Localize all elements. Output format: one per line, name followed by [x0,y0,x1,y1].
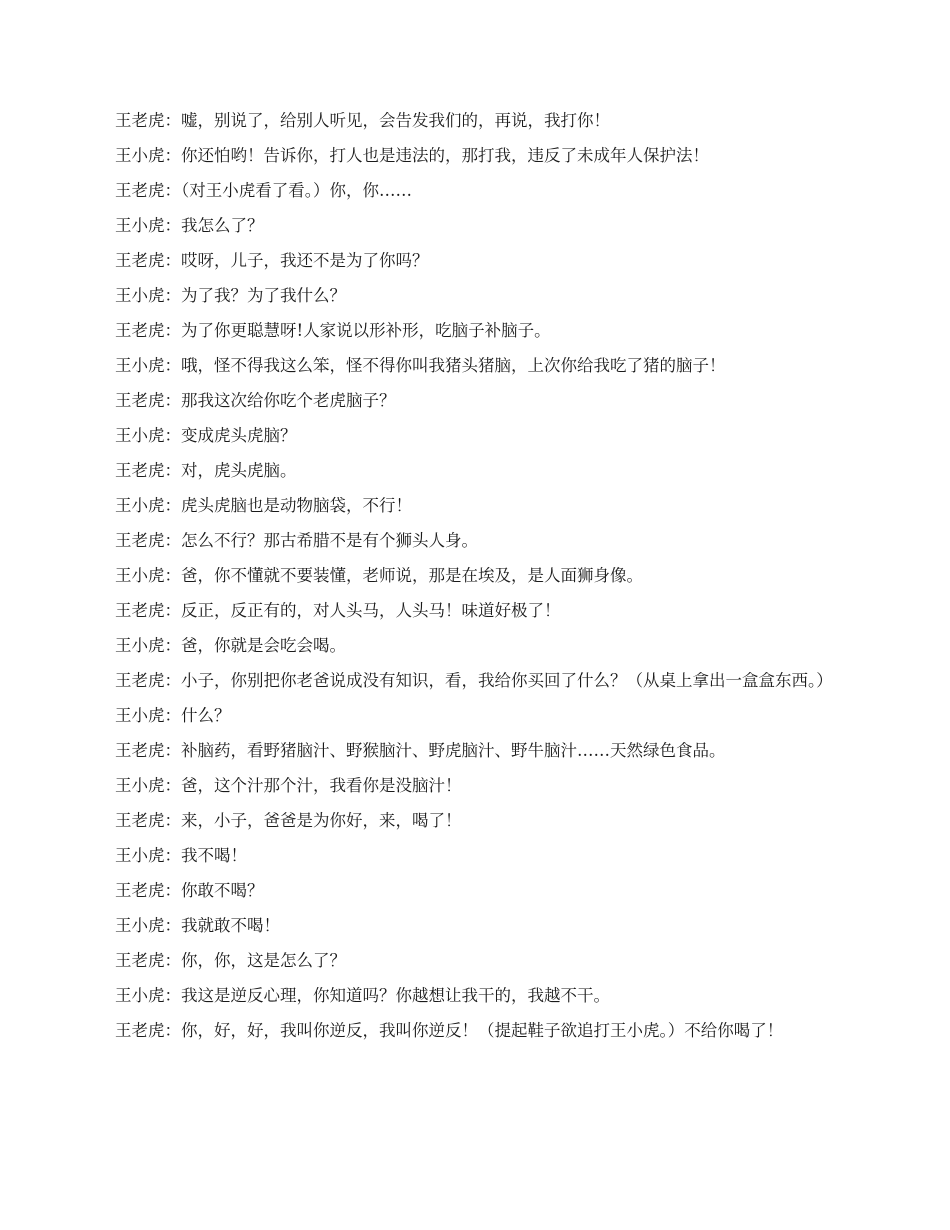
line-text: 你，好，好，我叫你逆反，我叫你逆反！（提起鞋子欲追打王小虎。）不给你喝了！ [181,1021,784,1040]
dialogue-line [115,215,843,236]
speaker-name: 王小虎： [115,146,181,165]
dialogue-line [115,740,843,761]
line-text: 嘘，别说了，给别人听见，会告发我们的，再说，我打你！ [181,111,610,130]
speaker-name: 王老虎： [115,811,181,830]
speaker-name: 王老虎： [115,1021,181,1040]
speaker-name: 王小虎： [115,496,181,515]
speaker-name: 王小虎： [115,636,181,655]
dialogue-line [115,320,843,341]
dialogue-line [115,355,843,376]
line-text: （对王小虎看了看。）你，你…… [181,181,412,200]
dialogue-line [115,670,843,691]
dialogue-line [115,285,843,306]
line-text: 我就敢不喝！ [181,916,280,935]
dialogue-line [115,565,843,586]
line-text: 我不喝！ [181,846,247,865]
line-text: 为了你更聪慧呀!人家说以形补形，吃脑子补脑子。 [181,321,551,340]
line-text: 补脑药，看野猪脑汁、野猴脑汁、野虎脑汁、野牛脑汁……天然绿色食品。 [181,741,726,760]
line-text: 我怎么了？ [181,216,264,235]
speaker-name: 王老虎： [115,181,181,200]
line-text: 怎么不行？那古希腊不是有个狮头人身。 [181,531,478,550]
speaker-name: 王小虎： [115,216,181,235]
speaker-name: 王小虎： [115,846,181,865]
speaker-name: 王小虎： [115,566,181,585]
line-text: 哎呀，儿子，我还不是为了你吗？ [181,251,429,270]
speaker-name: 王小虎： [115,286,181,305]
dialogue-line [115,495,843,516]
dialogue-line [115,775,843,796]
line-text: 爸，你不懂就不要装懂，老师说，那是在埃及，是人面狮身像。 [181,566,643,585]
speaker-name: 王老虎： [115,881,181,900]
dialogue-line [115,1020,843,1041]
speaker-name: 王老虎： [115,951,181,970]
speaker-name: 王老虎： [115,251,181,270]
line-text: 为了我？为了我什么？ [181,286,346,305]
line-text: 爸，你就是会吃会喝。 [181,636,346,655]
dialogue-line [115,810,843,831]
line-text: 你还怕哟！告诉你，打人也是违法的，那打我，违反了未成年人保护法！ [181,146,709,165]
line-text: 变成虎头虎脑？ [181,426,297,445]
line-text: 我这是逆反心理，你知道吗？你越想让我干的，我越不干。 [181,986,610,1005]
line-text: 你，你，这是怎么了？ [181,951,346,970]
dialogue-line [115,180,843,201]
dialogue-line [115,145,843,166]
line-text: 反正，反正有的，对人头马，人头马！味道好极了！ [181,601,561,620]
speaker-name: 王老虎： [115,461,181,480]
speaker-name: 王小虎： [115,986,181,1005]
speaker-name: 王老虎： [115,741,181,760]
line-text: 那我这次给你吃个老虎脑子？ [181,391,396,410]
dialogue-line [115,460,843,481]
line-text: 什么？ [181,706,231,725]
speaker-name: 王老虎： [115,111,181,130]
speaker-name: 王老虎： [115,531,181,550]
dialogue-line [115,915,843,936]
dialogue-line [115,985,843,1006]
dialogue-line [115,950,843,971]
speaker-name: 王小虎： [115,916,181,935]
line-text: 爸，这个汁那个汁，我看你是没脑汁！ [181,776,462,795]
dialogue-line [115,635,843,656]
dialogue-line [115,880,843,901]
speaker-name: 王老虎： [115,391,181,410]
dialogue-line [115,705,843,726]
dialogue-line [115,250,843,271]
speaker-name: 王老虎： [115,601,181,620]
script-dialogue [115,110,843,1055]
dialogue-line [115,845,843,866]
speaker-name: 王老虎： [115,321,181,340]
speaker-name: 王小虎： [115,356,181,375]
line-text: 你敢不喝？ [181,881,264,900]
line-text: 小子，你别把你老爸说成没有知识，看，我给你买回了什么？（从桌上拿出一盒盒东西。） [181,671,833,690]
speaker-name: 王小虎： [115,776,181,795]
line-text: 哦，怪不得我这么笨，怪不得你叫我猪头猪脑，上次你给我吃了猪的脑子！ [181,356,726,375]
dialogue-line [115,425,843,446]
speaker-name: 王小虎： [115,706,181,725]
line-text: 虎头虎脑也是动物脑袋，不行！ [181,496,412,515]
dialogue-line [115,530,843,551]
dialogue-line [115,110,843,131]
speaker-name: 王小虎： [115,426,181,445]
line-text: 来，小子，爸爸是为你好，来，喝了！ [181,811,462,830]
dialogue-line [115,390,843,411]
dialogue-line [115,600,843,621]
speaker-name: 王老虎： [115,671,181,690]
line-text: 对，虎头虎脑。 [181,461,297,480]
